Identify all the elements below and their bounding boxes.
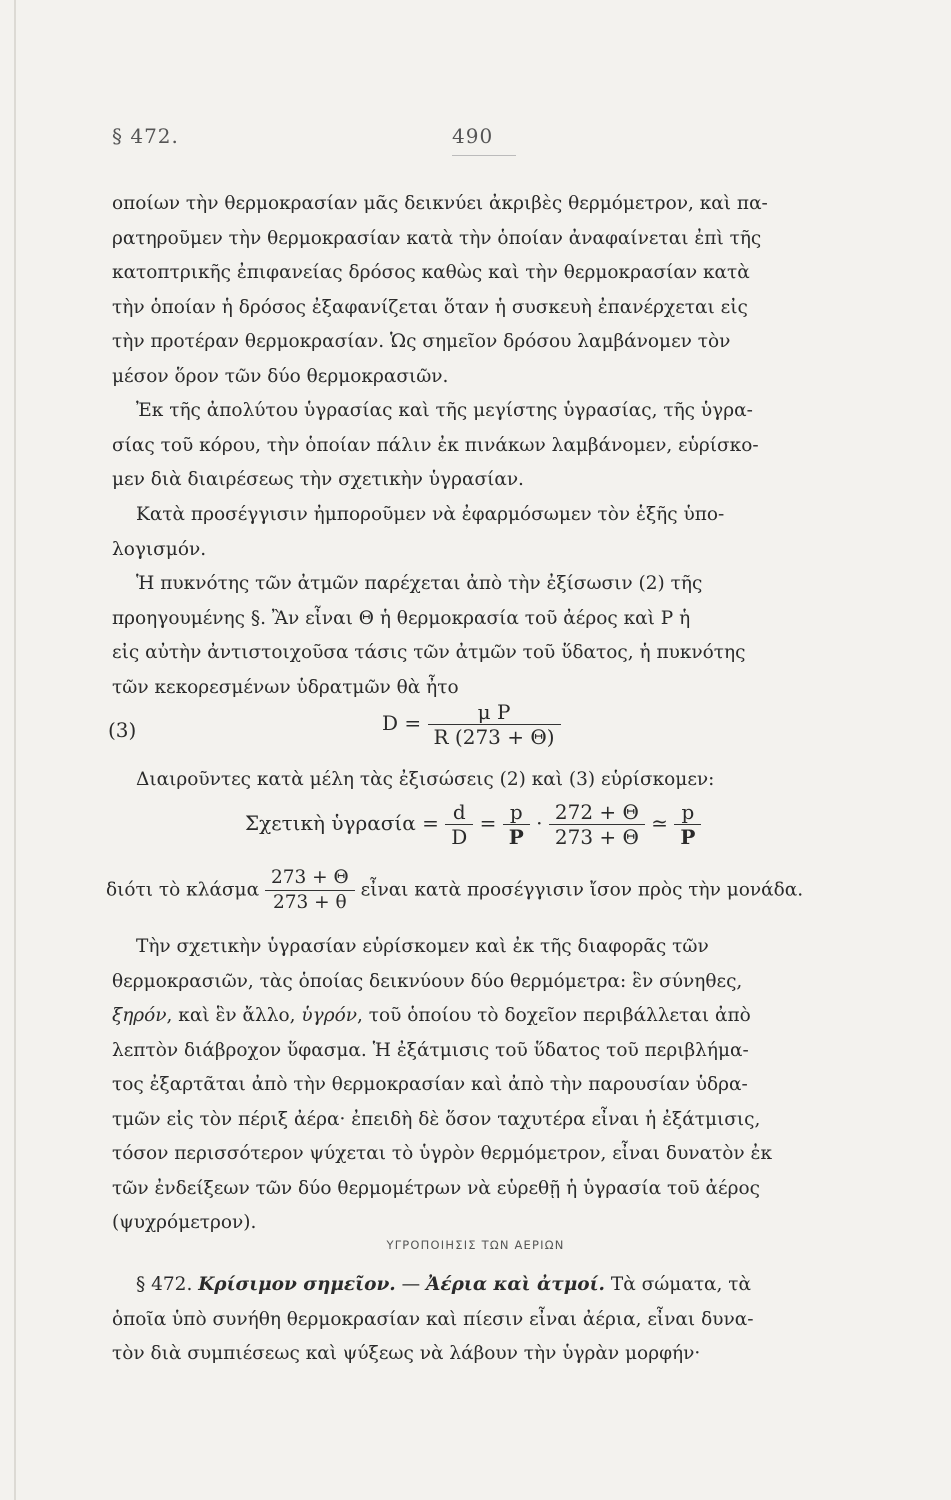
text-line: ρατηροῦμεν τὴν θερμοκρασίαν κατὰ τὴν ὁποίαν ἀναφαίνεται ἐπὶ τῆς	[112, 227, 762, 249]
fraction-numerator: d	[445, 800, 473, 825]
equation-3-label: (3)	[108, 718, 137, 742]
text-line	[112, 1268, 852, 1303]
text-line: τῶν ἐνδείξεων τῶν δύο θερμομέτρων νὰ εὑρεθῇ ἡ ὑγρασία τοῦ ἀέρος	[112, 1177, 760, 1199]
equation-3	[382, 700, 561, 749]
equation-3-fraction	[428, 700, 561, 749]
text-line: μέσον ὅρον τῶν δύο θερμοκρασιῶν.	[112, 365, 449, 387]
fraction-p-over-P-result	[674, 800, 701, 849]
section-title: ΥΓΡΟΠΟΙΗΣΙΣ ΤΩΝ ΑΕΡΙΩΝ	[386, 1238, 565, 1252]
text-line: σίας τοῦ κόρου, τὴν ὁποίαν πάλιν ἐκ πινάκων λαμβάνομεν, εὑρίσκο-	[112, 434, 759, 456]
italic-term: ὑγρόν	[301, 1005, 357, 1026]
text-line: Διαιροῦντες κατὰ μέλη τὰς ἐξισώσεις (2) καὶ (3) εὑρίσκομεν:	[136, 769, 715, 790]
header-rule	[452, 155, 516, 156]
paragraph-7	[112, 930, 852, 1241]
text-line: προηγουμένης §. Ἂν εἶναι Θ ἡ θερμοκρασία τοῦ ἀέρος καὶ P ἡ	[112, 607, 691, 629]
fraction-denominator: P	[680, 825, 696, 849]
text-line: ὁποῖα ὑπὸ συνήθη θερμοκρασίαν καὶ πίεσιν εἶναι ἀέρια, εἶναι δυνα-	[112, 1308, 754, 1330]
text-line: λεπτὸν διάβροχον ὕφασμα. Ἡ ἐξάτμισις τοῦ ὕδατος τοῦ περιβλήμα-	[112, 1039, 749, 1061]
fraction-denominator: 273 + θ	[272, 892, 347, 913]
fraction-denominator: R (273 + Θ)	[433, 725, 555, 749]
fraction-numerator: 272 + Θ	[549, 800, 645, 825]
paragraph-2	[112, 394, 852, 498]
paragraph-1	[112, 187, 852, 394]
fraction-denominator: 273 + Θ	[554, 825, 639, 849]
text-line: (ψυχρόμετρον).	[112, 1212, 257, 1233]
multiply-dot: ·	[536, 811, 543, 835]
text-fragment: , τοῦ ὁποίου τὸ δοχεῖον περιβάλλεται ἀπὸ	[356, 1005, 751, 1026]
text-line: Ἡ πυκνότης τῶν ἀτμῶν παρέχεται ἀπὸ τὴν ἐξίσωσιν (2) τῆς	[136, 573, 703, 594]
text-line: τὴν ὁποίαν ἡ δρόσος ἐξαφανίζεται ὅταν ἡ συσκευὴ ἐπανέρχεται εἰς	[112, 296, 748, 318]
text-line: θερμοκρασιῶν, τὰς ὁποίας δεικνύουν δύο θερμόμετρα: ἓν σύνηθες,	[112, 970, 743, 992]
text-line	[112, 999, 852, 1034]
section-number: § 472.	[136, 1274, 193, 1295]
text-line: τος ἐξαρτᾶται ἀπὸ τὴν θερμοκρασίαν καὶ ἀπὸ τὴν παρουσίαν ὑδρα-	[112, 1074, 748, 1095]
approx-sign: ≃	[651, 811, 669, 835]
paragraph-8	[112, 1268, 852, 1372]
fraction-numerator: 273 + Θ	[265, 866, 355, 891]
text-line: τὸν διὰ συμπιέσεως καὶ ψύξεως νὰ λάβουν τὴν ὑγρὰν μορφήν·	[112, 1343, 701, 1364]
equation-lhs: Σχετικὴ ὑγρασία =	[245, 811, 439, 835]
heading-critical-point: Κρίσιμον σημεῖον.	[198, 1274, 396, 1295]
italic-term: ξηρόν	[112, 1005, 167, 1026]
heading-gases-vapors: Ἀέρια καὶ ἀτμοί.	[426, 1274, 605, 1295]
text-line: Τὴν σχετικὴν ὑγρασίαν εὑρίσκομεν καὶ ἐκ τῆς διαφορᾶς τῶν	[136, 936, 709, 957]
text-line: μεν διὰ διαιρέσεως τὴν σχετικὴν ὑγρασίαν.	[112, 469, 524, 490]
text-line: οπoίων τὴν θερμοκρασίαν μᾶς δεικνύει ἀκριβὲς θερμόμετρον, καὶ πα-	[112, 193, 768, 214]
text-line: εἰς αὐτὴν ἀντιστοιχοῦσα τάσις τῶν ἀτμῶν τοῦ ὕδατος, ἡ πυκνότης	[112, 642, 746, 663]
fraction-temperature-ratio	[549, 800, 645, 849]
paragraph-4	[112, 567, 852, 705]
text-line: κατοπτρικῆς ἐπιφανείας δρόσος καθὼς καὶ τὴν θερμοκρασίαν κατὰ	[112, 262, 750, 283]
text-fragment: Τὰ σώματα, τὰ	[605, 1274, 752, 1295]
text-line: Ἐκ τῆς ἀπολύτου ὑγρασίας καὶ τῆς μεγίστης ὑγρασίας, τῆς ὑγρα-	[136, 400, 753, 421]
inline-fraction	[265, 866, 355, 915]
binding-edge	[14, 0, 16, 1500]
text-line: τμῶν εἰς τὸν πέριξ ἀέρα· ἐπειδὴ δὲ ὅσον ταχυτέρα εἶναι ἡ ἐξάτμισις,	[112, 1108, 761, 1130]
em-dash: —	[395, 1274, 427, 1295]
fraction-d-over-D	[445, 800, 473, 849]
text-line: Κατὰ προσέγγισιν ἠμποροῦμεν νὰ ἐφαρμόσωμεν τὸν ἑξῆς ὑπο-	[136, 504, 725, 525]
fraction-numerator: p	[503, 800, 530, 825]
text-line: λογισμόν.	[112, 538, 207, 560]
fraction-numerator: p	[674, 800, 701, 825]
fraction-numerator: μ P	[428, 700, 561, 725]
text-fragment: διότι τὸ κλάσμα	[106, 879, 260, 901]
fraction-denominator: D	[451, 825, 468, 849]
text-line: τὴν προτέραν θερμοκρασίαν. Ὡς σημεῖον δρόσου λαμβάνομεν τὸν	[112, 331, 731, 352]
equation-3-lhs: D =	[382, 711, 422, 735]
page-number: 490	[452, 124, 494, 148]
text-fragment: , καὶ ἓν ἄλλο,	[166, 1005, 302, 1026]
equation-relative-humidity	[245, 800, 701, 849]
paragraph-3	[112, 498, 852, 567]
fraction-denominator: P	[508, 825, 524, 849]
text-line: τῶν κεκορεσμένων ὑδρατμῶν θὰ ἦτο	[112, 676, 459, 698]
paragraph-6	[106, 866, 803, 915]
paragraph-5	[112, 763, 852, 798]
fraction-p-over-P	[503, 800, 530, 849]
running-head-section: § 472.	[112, 124, 179, 148]
equals-sign: =	[479, 811, 497, 835]
text-fragment: εἶναι κατὰ προσέγγισιν ἴσον πρὸς τὴν μονάδα.	[360, 879, 804, 901]
text-line: τόσον περισσότερον ψύχεται τὸ ὑγρὸν θερμόμετρον, εἶναι δυνατὸν ἐκ	[112, 1143, 773, 1164]
